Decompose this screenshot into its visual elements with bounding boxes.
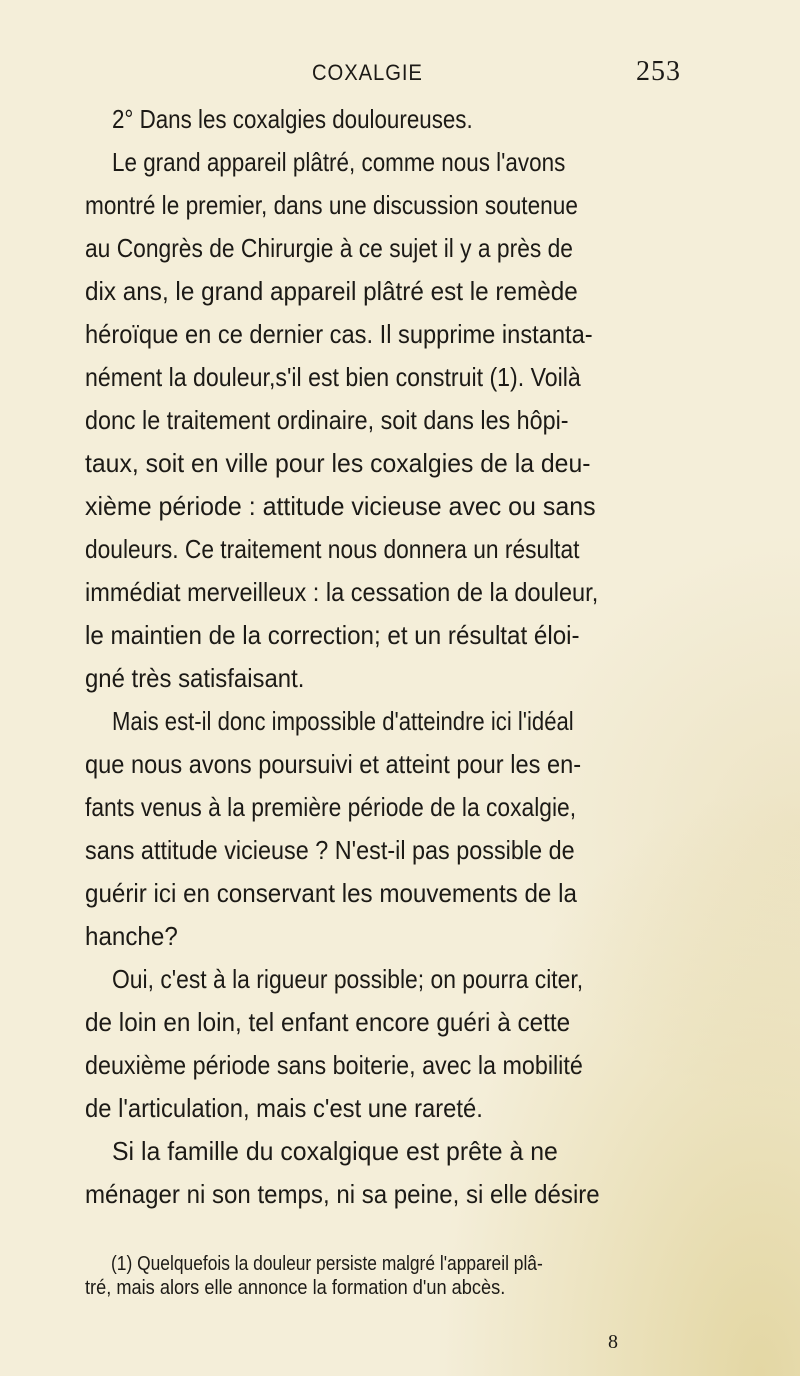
text-line: Mais est-il donc impossible d'atteindre ici l'idéal xyxy=(112,706,574,736)
text-line: dix ans, le grand appareil plâtré est le remède xyxy=(85,276,578,306)
text-line: 2° Dans les coxalgies douloureuses. xyxy=(112,104,473,134)
text-line: xième période : attitude vicieuse avec ou sans xyxy=(85,491,596,521)
text-line: Le grand appareil plâtré, comme nous l'avons xyxy=(112,147,566,177)
text-line: donc le traitement ordinaire, soit dans les hôpi- xyxy=(85,405,569,435)
text-line: le maintien de la correction; et un résultat éloi- xyxy=(85,620,580,650)
text-line: deuxième période sans boiterie, avec la mobilité xyxy=(85,1050,583,1080)
text-line: sans attitude vicieuse ? N'est-il pas possible de xyxy=(85,835,575,865)
text-line: au Congrès de Chirurgie à ce sujet il y a près de xyxy=(85,233,573,263)
text-line: de loin en loin, tel enfant encore guéri à cette xyxy=(85,1007,571,1037)
page-header xyxy=(0,52,800,92)
page-number: 253 xyxy=(636,56,681,87)
text-line: de l'articulation, mais c'est une rareté. xyxy=(85,1093,483,1123)
text-line: fants venus à la première période de la coxalgie, xyxy=(85,792,577,822)
footnote-line: (1) Quelquefois la douleur persiste malgré l'appareil plâ- xyxy=(111,1253,543,1275)
signature-mark: 8 xyxy=(608,1331,618,1353)
text-line: hanche? xyxy=(85,921,178,951)
text-line: immédiat merveilleux : la cessation de la douleur, xyxy=(85,577,599,607)
text-line: guérir ici en conservant les mouvements de la xyxy=(85,878,577,908)
text-line: gné très satisfaisant. xyxy=(85,663,305,693)
text-line: nément la douleur,s'il est bien construit (1). Voilà xyxy=(85,362,581,392)
text-line: montré le premier, dans une discussion soutenue xyxy=(85,190,578,220)
footnote-line: tré, mais alors elle annonce la formation d'un abcès. xyxy=(85,1277,506,1299)
text-line: douleurs. Ce traitement nous donnera un résultat xyxy=(85,534,580,564)
text-line: que nous avons poursuivi et atteint pour les en- xyxy=(85,749,582,779)
text-line: ménager ni son temps, ni sa peine, si elle désire xyxy=(85,1179,600,1209)
text-line: taux, soit en ville pour les coxalgies de la deu- xyxy=(85,448,591,478)
text-line: héroïque en ce dernier cas. Il supprime instanta- xyxy=(85,319,593,349)
text-line: Oui, c'est à la rigueur possible; on pourra citer, xyxy=(112,964,584,994)
text-line: Si la famille du coxalgique est prête à ne xyxy=(112,1136,558,1166)
running-title: COXALGIE xyxy=(312,60,423,85)
